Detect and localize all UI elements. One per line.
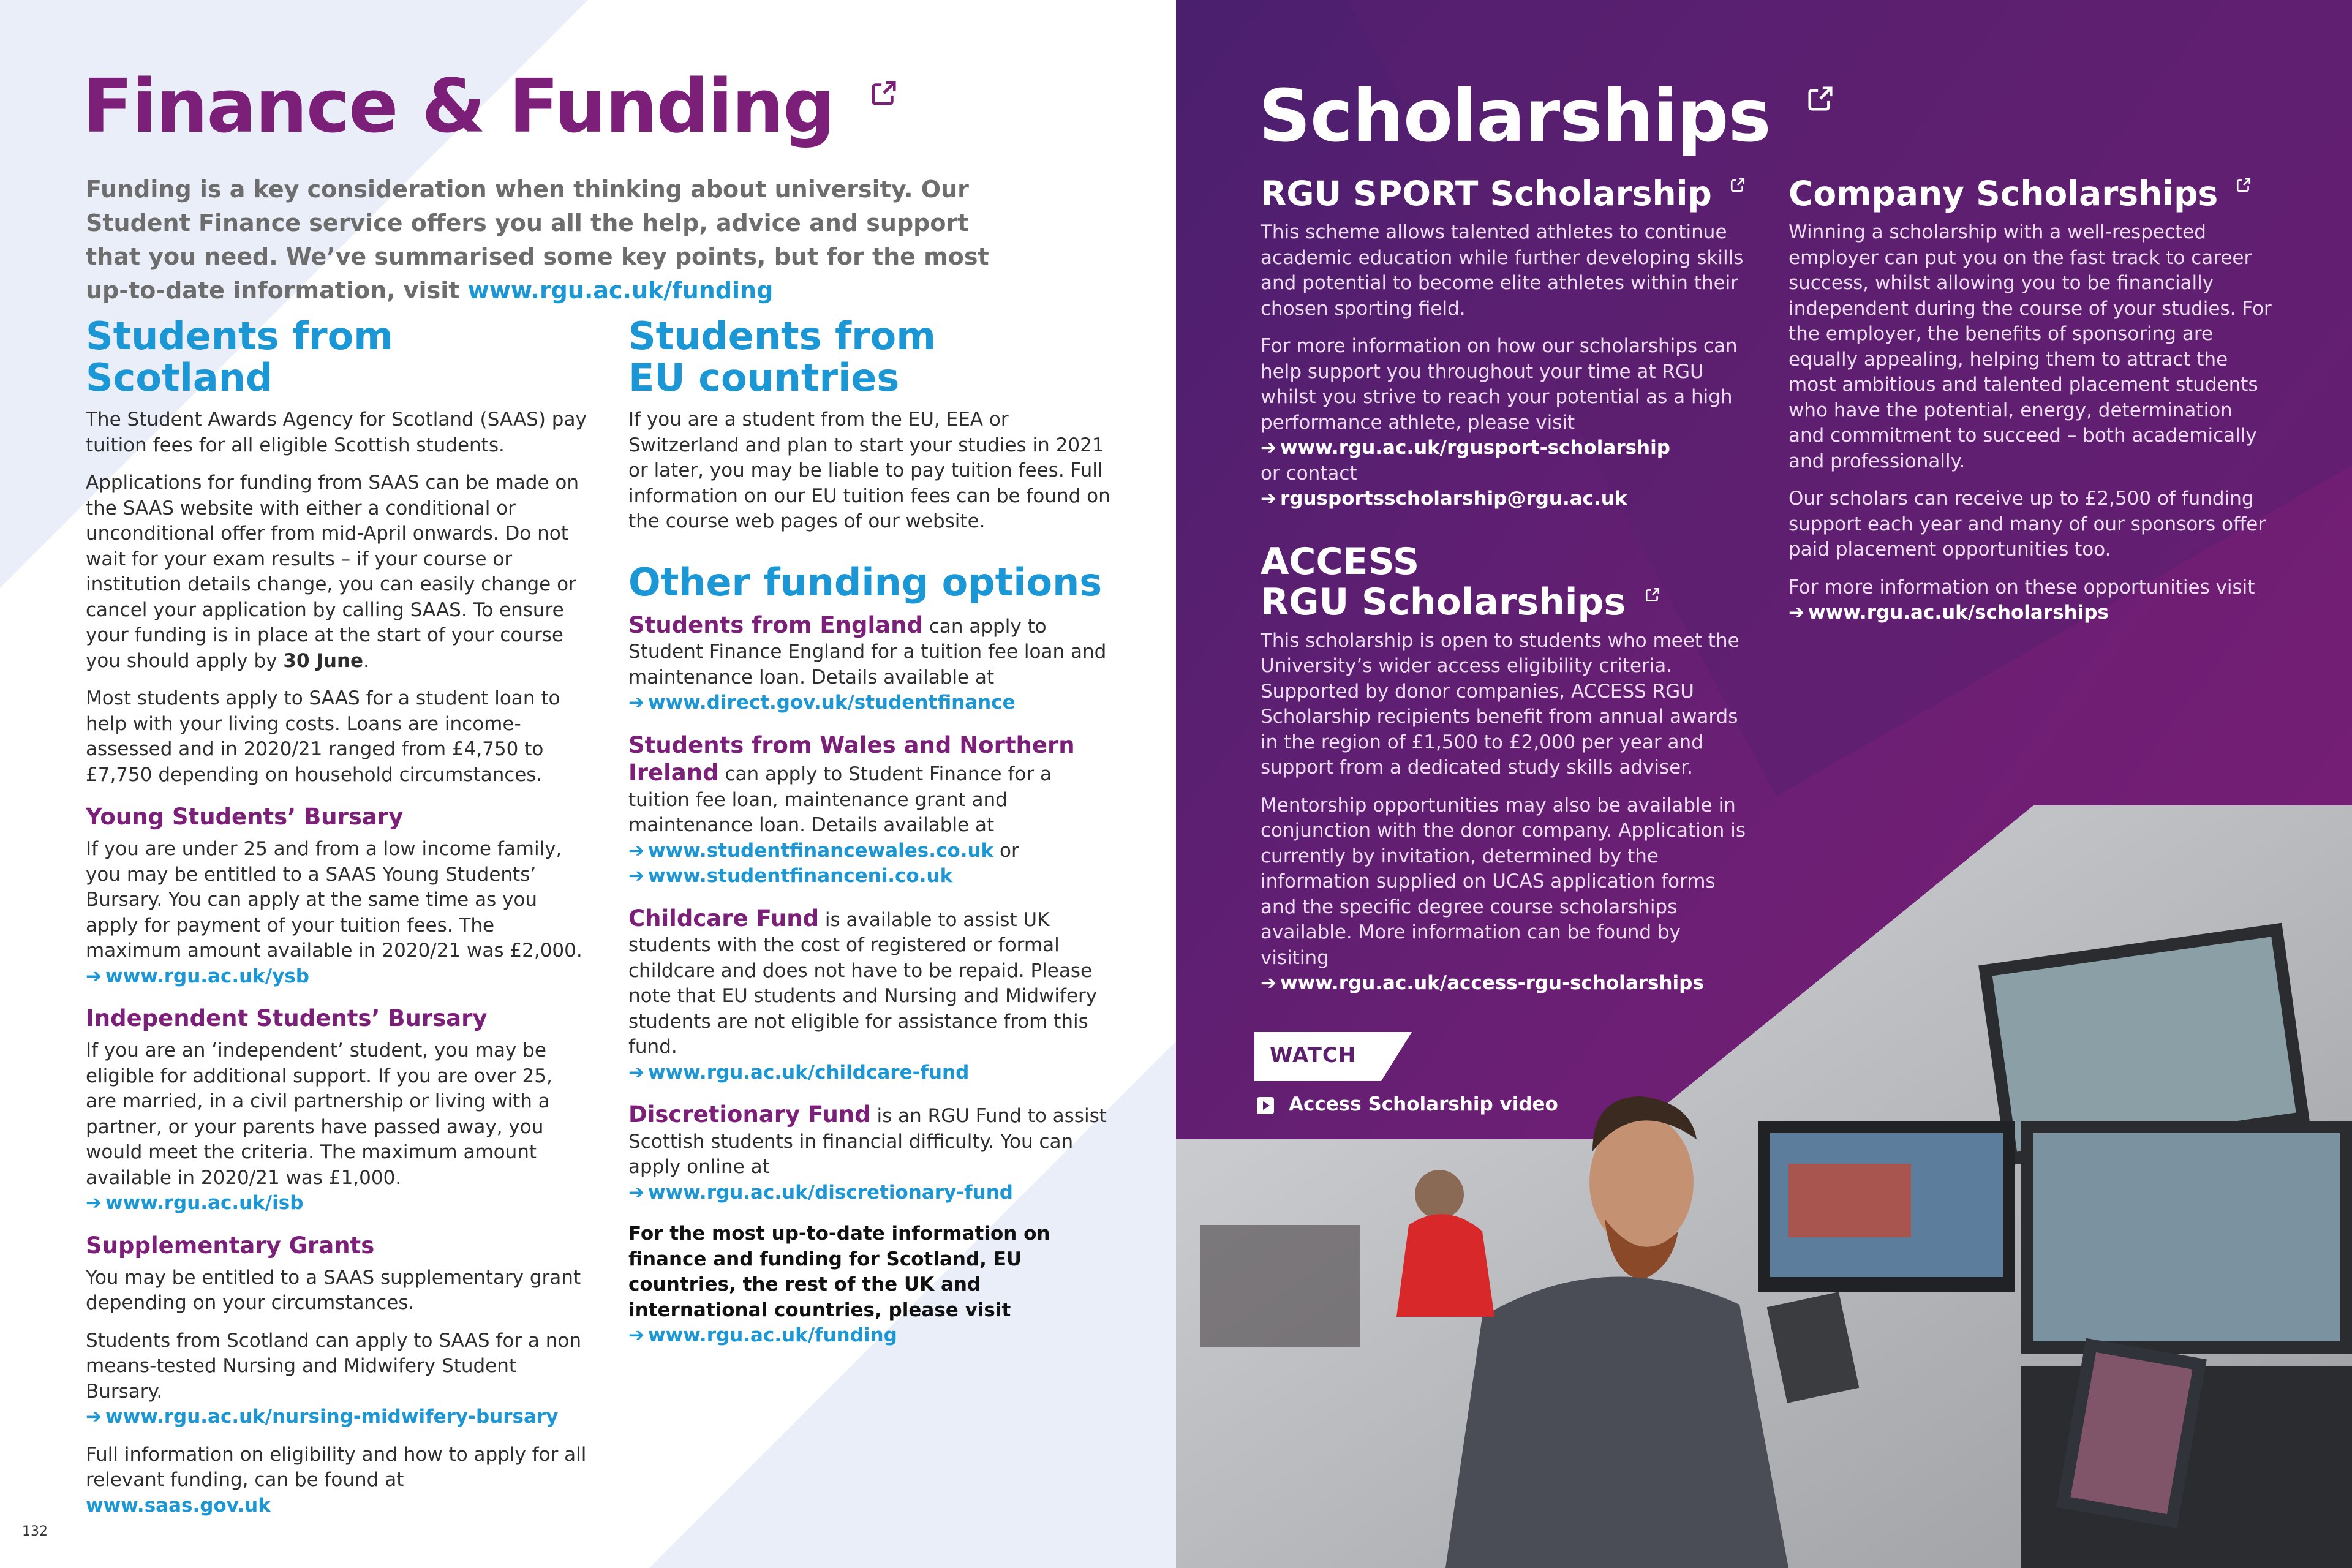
eu-text: If you are a student from the EU, EEA or Switzerland and plan to start your studies in 2021 or later, you may be liable to pay tuition fees. Full information on our EU tuition fees can be found on the course web pages of our website. bbox=[628, 409, 1110, 532]
company-link[interactable]: ➔ www.rgu.ac.uk/scholarships bbox=[1789, 600, 2272, 626]
company-heading: Company Scholarships bbox=[1789, 173, 2272, 214]
company-body bbox=[1789, 220, 2272, 600]
arrow-right-icon: ➔ bbox=[86, 1406, 102, 1428]
scotland-body bbox=[86, 407, 588, 788]
isb-link[interactable]: ➔ www.rgu.ac.uk/isb bbox=[86, 1191, 588, 1216]
page-title-finance bbox=[83, 64, 898, 149]
scotland-p1: The Student Awards Agency for Scotland (SAAS) pay tuition fees for all eligible Scottish students. bbox=[86, 409, 587, 456]
arrow-right-icon: ➔ bbox=[628, 865, 644, 887]
scholarships-title-text: Scholarships bbox=[1259, 74, 1771, 158]
scotland-p3: Most students apply to SAAS for a student loan to help with your living costs. Loans are income-assessed and in 2020/21 ranged from £4,750 to £7,750 depending on household circumstances. bbox=[86, 687, 560, 786]
page-title-scholarships bbox=[1259, 74, 1834, 158]
sport-column bbox=[1261, 173, 1751, 997]
company-p2: Our scholars can receive up to £2,500 of funding support each year and many of our sponsors offer paid placement opportunities too. bbox=[1789, 488, 2266, 560]
external-link-icon[interactable] bbox=[870, 79, 898, 107]
external-link-icon[interactable] bbox=[1730, 177, 1746, 193]
scotland-p2: Applications for funding from SAAS can be made on the SAAS website with either a conditional or unconditional offer from mid-April onwards. Do not wait for your exam results – if your course or institution details change, you can easily change or cancel your application by calling SAAS. To ensure your funding is in place at the start of your course you should apply by 30 June. bbox=[86, 472, 579, 672]
eu-column bbox=[628, 315, 1112, 1349]
access-p2: Mentorship opportunities may also be available in conjunction with the donor company. Application is currently by invitation, determined by the information supplied on UCAS application forms and the specific degree course scholarships available. More information can be found by visiting bbox=[1261, 794, 1746, 969]
intro-text: Funding is a key consideration when thinking about university. Our Student Finance service offers you all the help, advice and support that you need. We’ve summarised some key points, but for the most up-to-date information, visit bbox=[86, 176, 989, 304]
childcare-link[interactable]: ➔ www.rgu.ac.uk/childcare-fund bbox=[628, 1060, 1112, 1086]
arrow-right-icon: ➔ bbox=[86, 1192, 102, 1214]
scotland-heading: Students from Scotland bbox=[86, 314, 393, 400]
arrow-right-icon: ➔ bbox=[86, 965, 102, 987]
england-link[interactable]: ➔ www.direct.gov.uk/studentfinance bbox=[628, 690, 1112, 716]
young-bursary-text: If you are under 25 and from a low income family, you may be entitled to a SAAS Young Students’ Bursary. You can apply at the same time as you apply for payment of your tuition fees. The maximum amount available in 2020/21 was £2,000. bbox=[86, 838, 582, 962]
childcare-text: Childcare Fund is available to assist UK students with the cost of registered or formal childcare and does not have to be repaid. Please note that EU students and Nursing and Midwifery students are not eligible for assistance from this fund. bbox=[628, 905, 1098, 1058]
funding-link[interactable]: www.rgu.ac.uk/funding bbox=[467, 277, 774, 304]
watch-button[interactable]: WATCH bbox=[1270, 1043, 1357, 1068]
external-link-icon[interactable] bbox=[2236, 177, 2252, 193]
nursing-text: Students from Scotland can apply to SAAS for a non means-tested Nursing and Midwifery Student Bursary. bbox=[86, 1329, 581, 1403]
arrow-right-icon: ➔ bbox=[1261, 972, 1276, 994]
saas-link[interactable]: www.saas.gov.uk bbox=[86, 1494, 271, 1517]
finance-title-text: Finance & Funding bbox=[83, 64, 834, 149]
supplementary-grants-body bbox=[86, 1265, 588, 1405]
arrow-right-icon: ➔ bbox=[1261, 488, 1276, 510]
intro-paragraph bbox=[86, 173, 1017, 307]
other-funding-heading: Other funding options bbox=[628, 559, 1102, 605]
sport-p1: This scheme allows talented athletes to continue academic education while further developing skills and potential to become elite athletes within their chosen sporting field. bbox=[1261, 221, 1744, 320]
play-icon[interactable] bbox=[1257, 1097, 1274, 1114]
sport-p2: For more information on how our scholarships can help support you throughout your time at RGU whilst you strive to reach your potential as a high performance athlete, please visit bbox=[1261, 335, 1738, 434]
access-body bbox=[1261, 628, 1751, 971]
arrow-right-icon: ➔ bbox=[628, 1061, 644, 1084]
nursing-link[interactable]: ➔ www.rgu.ac.uk/nursing-midwifery-bursary bbox=[86, 1404, 588, 1430]
ysb-link[interactable]: ➔ www.rgu.ac.uk/ysb bbox=[86, 964, 588, 990]
wales-link[interactable]: ➔ www.studentfinancewales.co.uk or bbox=[628, 839, 1112, 864]
sport-body bbox=[1261, 220, 1751, 435]
independent-bursary-heading: Independent Students’ Bursary bbox=[86, 1005, 488, 1031]
wales-text: Students from Wales and Northern Ireland can apply to Student Finance for a tuition fee loan, maintenance grant and maintenance loan. Details available at bbox=[628, 731, 1075, 836]
arrow-right-icon: ➔ bbox=[628, 1324, 644, 1346]
access-heading: ACCESS RGU Scholarships bbox=[1261, 541, 1751, 622]
access-p1: This scholarship is open to students who meet the University’s wider access eligibility criteria. Supported by donor companies, ACCESS RGU Scholarship recipients benefit from annual awards in the region of £1,500 to £2,000 per year and support from a dedicated study skills adviser. bbox=[1261, 629, 1740, 778]
arrow-right-icon: ➔ bbox=[1261, 437, 1276, 459]
independent-bursary-text: If you are an ‘independent’ student, you may be eligible for additional support. If you are over 25, are married, in a civil partnership or living with a partner, or your parents have passed away, you would meet the criteria. The maximum amount available in 2020/21 was £1,000. bbox=[86, 1039, 552, 1189]
sport-link[interactable]: ➔ www.rgu.ac.uk/rgusport-scholarship bbox=[1261, 435, 1751, 461]
eu-heading: Students from EU countries bbox=[628, 314, 936, 400]
company-column bbox=[1789, 173, 2272, 626]
full-info-text: Full information on eligibility and how to apply for all relevant funding, can be found at www.saas.gov.uk bbox=[86, 1443, 587, 1517]
scotland-column bbox=[86, 315, 588, 1518]
final-funding-link[interactable]: ➔ www.rgu.ac.uk/funding bbox=[628, 1323, 1112, 1349]
supplementary-grants-heading: Supplementary Grants bbox=[86, 1232, 375, 1259]
arrow-right-icon: ➔ bbox=[1789, 601, 1804, 624]
sport-email[interactable]: ➔ rgusportsscholarship@rgu.ac.uk bbox=[1261, 486, 1751, 512]
access-video-link[interactable]: Access Scholarship video bbox=[1257, 1093, 1558, 1115]
discretionary-link[interactable]: ➔ www.rgu.ac.uk/discretionary-fund bbox=[628, 1180, 1112, 1206]
external-link-icon[interactable] bbox=[1806, 85, 1834, 113]
discretionary-text: Discretionary Fund is an RGU Fund to assist Scottish students in financial difficulty. You can apply online at bbox=[628, 1101, 1107, 1178]
arrow-right-icon: ➔ bbox=[628, 692, 644, 714]
company-p3: For more information on these opportunities visit bbox=[1789, 576, 2255, 598]
page-number: 132 bbox=[22, 1524, 48, 1539]
supplementary-text: You may be entitled to a SAAS supplementary grant depending on your circumstances. bbox=[86, 1266, 581, 1314]
young-bursary-heading: Young Students’ Bursary bbox=[86, 804, 404, 830]
external-link-icon[interactable] bbox=[1645, 587, 1660, 603]
ni-link[interactable]: ➔ www.studentfinanceni.co.uk bbox=[628, 864, 1112, 889]
arrow-right-icon: ➔ bbox=[628, 839, 644, 862]
deadline-date: 30 June bbox=[283, 649, 364, 672]
company-p1: Winning a scholarship with a well-respected employer can put you on the fast track to career success, whilst allowing you to be financially independent during the course of your studies. For the employer, the benefits of sponsoring are equally appealing, helping them to attract the most ambitious and talented placement students who have the potential, energy, determination and commitment to succeed – both academically and professionally. bbox=[1789, 221, 2272, 472]
sport-heading: RGU SPORT Scholarship bbox=[1261, 173, 1751, 214]
england-text: Students from England can apply to Student Finance England for a tuition fee loan and maintenance loan. Details available at bbox=[628, 611, 1107, 688]
final-note: For the most up-to-date information on finance and funding for Scotland, EU countries, the rest of the UK and international countries, please visit bbox=[628, 1223, 1050, 1321]
or-contact: or contact bbox=[1261, 462, 1357, 484]
arrow-right-icon: ➔ bbox=[628, 1181, 644, 1204]
access-link[interactable]: ➔ www.rgu.ac.uk/access-rgu-scholarships bbox=[1261, 971, 1751, 997]
